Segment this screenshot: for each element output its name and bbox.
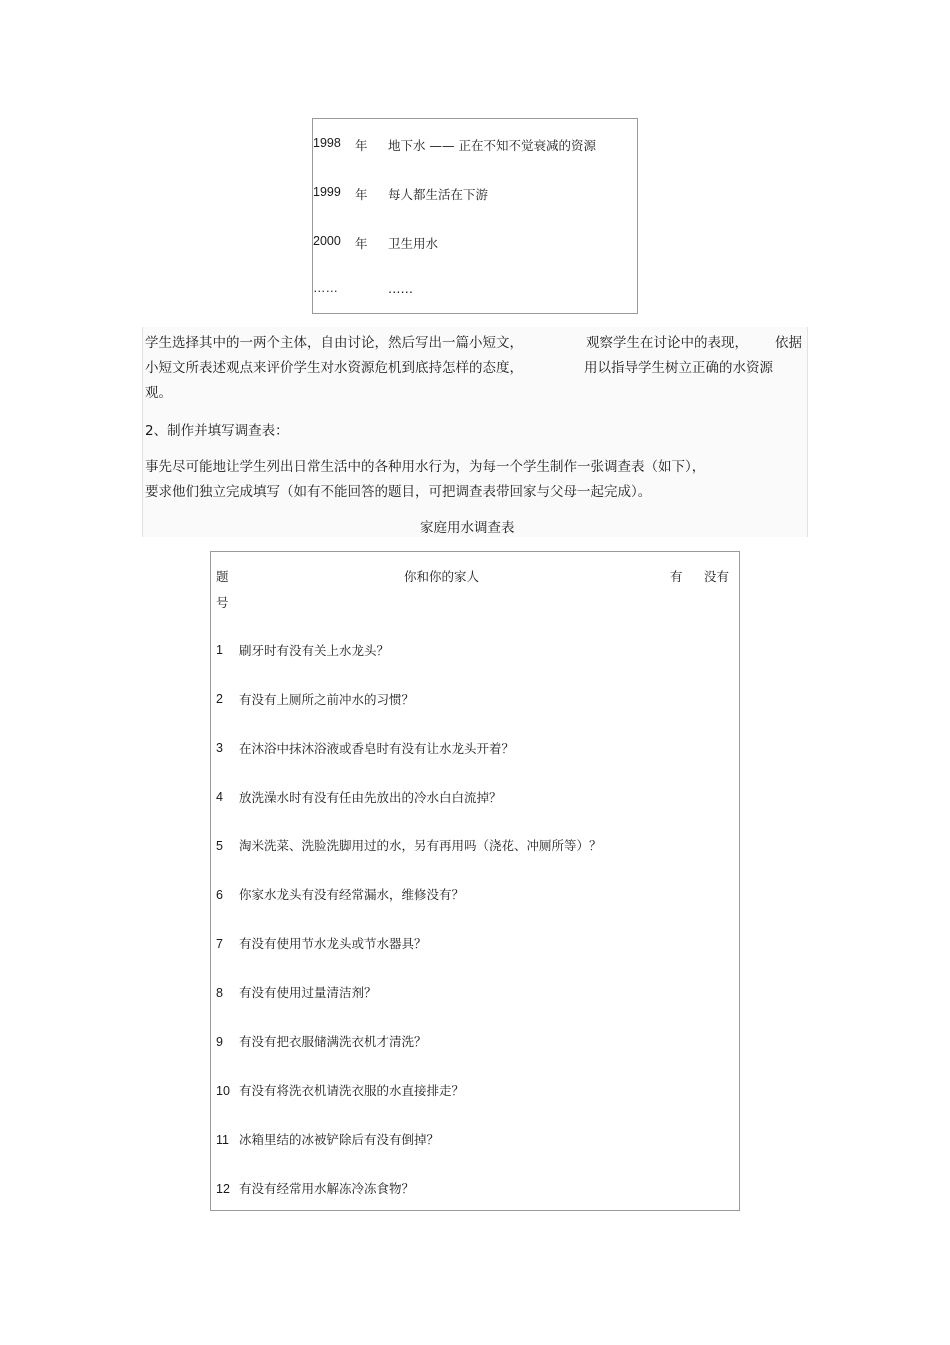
world-water-day-themes-table bbox=[312, 118, 638, 314]
question-text: 放洗澡水时有没有任由先放出的冷水白白流掉？ bbox=[239, 790, 502, 805]
theme-year: 1998 bbox=[313, 136, 341, 150]
header-number-a: 题 bbox=[216, 570, 229, 584]
question-text: 有没有使用节水龙头或节水器具？ bbox=[239, 936, 427, 951]
question-number: 10 bbox=[216, 1084, 230, 1098]
paragraph-line-1b: 观察学生在讨论中的表现， bbox=[586, 335, 748, 351]
question-text: 淘米洗菜、洗脸洗脚用过的水，另有再用吗（浇花、冲厕所等）？ bbox=[239, 838, 602, 853]
paragraph-line-2a: 小短文所表述观点来评价学生对水资源危机到底持怎样的态度， bbox=[145, 360, 523, 376]
header-question: 你和你的家人 bbox=[404, 569, 480, 584]
theme-title: 每人都生活在下游 bbox=[388, 187, 489, 202]
theme-title: 地下水 —— 正在不知不觉衰减的资源 bbox=[388, 138, 596, 153]
question-number: 2 bbox=[216, 692, 223, 706]
paragraph-line-2b: 用以指导学生树立正确的水资源 bbox=[584, 360, 773, 376]
instructions-line-2: 要求他们独立完成填写（如有不能回答的题目，可把调查表带回家与父母一起完成）。 bbox=[145, 484, 652, 500]
question-number: 7 bbox=[216, 937, 223, 951]
paragraph-line-1c: 依据 bbox=[775, 335, 802, 351]
question-number: 9 bbox=[216, 1035, 223, 1049]
header-number-b: 号 bbox=[216, 596, 229, 610]
household-water-survey-table bbox=[210, 551, 740, 1211]
question-text: 有没有把衣服储满洗衣机才清洗？ bbox=[239, 1034, 427, 1049]
question-number: 11 bbox=[216, 1133, 229, 1147]
question-text: 有没有经常用水解冻冷冻食物？ bbox=[239, 1181, 415, 1196]
question-text: 刷牙时有没有关上水龙头？ bbox=[239, 643, 390, 658]
question-number: 5 bbox=[216, 839, 223, 853]
paragraph-line-1a: 学生选择其中的一两个主体，自由讨论，然后写出一篇小短文， bbox=[145, 335, 523, 351]
header-no: 没有 bbox=[704, 569, 730, 584]
question-text: 有没有使用过量清洁剂？ bbox=[239, 985, 377, 1000]
survey-title: 家庭用水调查表 bbox=[420, 520, 515, 536]
theme-year: 1999 bbox=[313, 185, 341, 199]
question-text: 你家水龙头有没有经常漏水，维修没有？ bbox=[239, 887, 465, 902]
question-number: 6 bbox=[216, 888, 223, 902]
question-number: 1 bbox=[216, 643, 223, 657]
question-text: 冰箱里结的冰被铲除后有没有倒掉？ bbox=[239, 1132, 440, 1147]
question-number: 4 bbox=[216, 790, 223, 804]
header-yes: 有 bbox=[670, 569, 683, 584]
theme-year-ellipsis: …… bbox=[313, 281, 338, 295]
instructions-line-1: 事先尽可能地让学生列出日常生活中的各种用水行为，为每一个学生制作一张调查表（如下）， bbox=[145, 459, 706, 475]
theme-year-unit: 年 bbox=[355, 187, 368, 202]
lesson-text-block bbox=[142, 327, 808, 537]
theme-year: 2000 bbox=[313, 234, 341, 248]
section-heading: 2、制作并填写调查表： bbox=[145, 423, 289, 439]
theme-year-unit: 年 bbox=[355, 138, 368, 153]
question-number: 8 bbox=[216, 986, 223, 1000]
theme-title-ellipsis: …… bbox=[388, 281, 413, 296]
question-number: 3 bbox=[216, 741, 223, 755]
question-number: 12 bbox=[216, 1182, 230, 1196]
question-text: 有没有将洗衣机请洗衣服的水直接排走？ bbox=[239, 1083, 465, 1098]
theme-title: 卫生用水 bbox=[388, 236, 439, 251]
theme-year-unit: 年 bbox=[355, 236, 368, 251]
question-text: 有没有上厕所之前冲水的习惯？ bbox=[239, 692, 415, 707]
question-text: 在沐浴中抹沐浴液或香皂时有没有让水龙头开着？ bbox=[239, 741, 515, 756]
paragraph-line-3: 观。 bbox=[145, 385, 172, 401]
